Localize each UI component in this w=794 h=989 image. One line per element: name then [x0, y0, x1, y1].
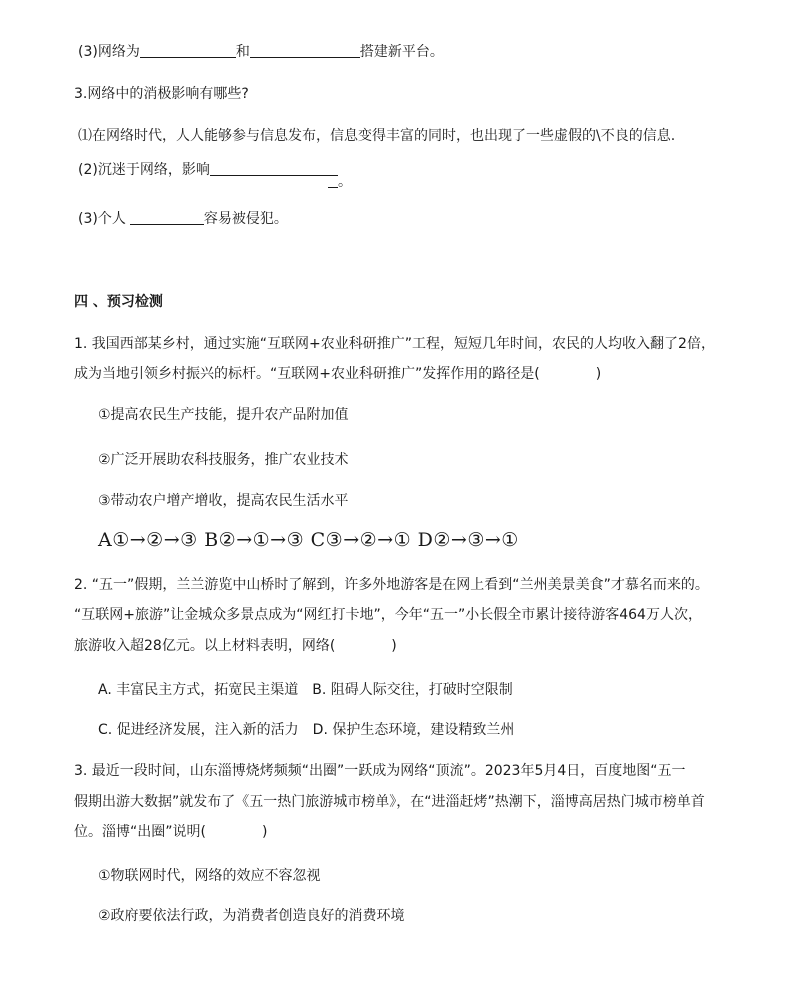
q1-statement-2: ②广泛开展助农科技服务，推广农业技术 [98, 452, 349, 468]
q3-statement-1: ①物联网时代，网络的效应不容忽视 [98, 868, 321, 884]
q3-item3 [78, 209, 288, 229]
q1-line2: 成为当地引领乡村振兴的标杆。“互联网+农业科研推广”发挥作用的路径是( ) [74, 366, 602, 382]
q3-line3: 位。淄博“出圈”说明( ) [74, 824, 268, 840]
q2-options-cd: C. 促进经济发展，注入新的活力 D. 保护生态环境，建设精致兰州 [98, 722, 515, 738]
q3-statement-2: ②政府要依法行政，为消费者创造良好的消费环境 [98, 908, 405, 924]
q1-line1: 1. 我国西部某乡村，通过实施“互联网+农业科研推广”工程，短短几年时间，农民的人均收入翻了2倍， [74, 336, 715, 352]
blank-4[interactable] [130, 210, 204, 225]
blank-3[interactable] [210, 161, 338, 176]
q3-item1: ⑴在网络时代，人人能够参与信息发布，信息变得丰富的同时，也出现了一些虚假的\不良的信息. [78, 128, 676, 144]
q2-item3-prefix: (3)网络为 [78, 44, 140, 60]
blank-2[interactable] [250, 43, 360, 58]
blank-3-tail[interactable] [328, 173, 338, 188]
q3-item2-suffix: 。 [338, 174, 352, 190]
q3-item2 [78, 160, 338, 180]
q3-line2: 假期出游大数据”就发布了《五一热门旅游城市榜单》，在“进淄赶烤”热潮下，淄博高居热门城市榜单首 [74, 794, 705, 810]
q3-item2-tail [328, 172, 352, 192]
q3-item2-prefix: (2)沉迷于网络，影响 [78, 162, 210, 178]
q1-statement-1: ①提高农民生产技能，提升农产品附加值 [98, 407, 349, 423]
q2-line3: 旅游收入超28亿元。以上材料表明，网络( ) [74, 638, 397, 654]
q3-item3-prefix: (3)个人 [78, 211, 126, 227]
q2-item3 [78, 42, 444, 62]
q2-item3-suffix: 搭建新平台。 [359, 44, 444, 60]
section-heading: 四 、预习检测 [74, 294, 163, 310]
q1-statement-3: ③带动农户增产增收，提高农民生活水平 [98, 493, 349, 509]
q2-item3-mid: 和 [235, 44, 250, 60]
q3-line1: 3. 最近一段时间，山东淄博烧烤频频“出圈”一跃成为网络“顶流”。2023年5月4日，百度地图“五一 [74, 763, 686, 779]
q2-line1: 2. “五一”假期，兰兰游览中山桥时了解到，许多外地游客是在网上看到“兰州美景美食”才慕名而来的。 [74, 577, 709, 593]
q3-title: 3.网络中的消极影响有哪些? [74, 86, 249, 102]
blank-1[interactable] [140, 43, 236, 58]
q2-line2: “互联网+旅游”让金城众多景点成为“网红打卡地”，今年“五一”小长假全市累计接待游客464万人次， [74, 607, 702, 623]
q2-options-ab: A. 丰富民主方式，拓宽民主渠道 B. 阻碍人际交往，打破时空限制 [98, 682, 513, 698]
q3-item3-suffix: 容易被侵犯。 [203, 211, 288, 227]
q1-options: A①→②→③ B②→①→③ C③→②→① D②→③→① [98, 529, 519, 551]
